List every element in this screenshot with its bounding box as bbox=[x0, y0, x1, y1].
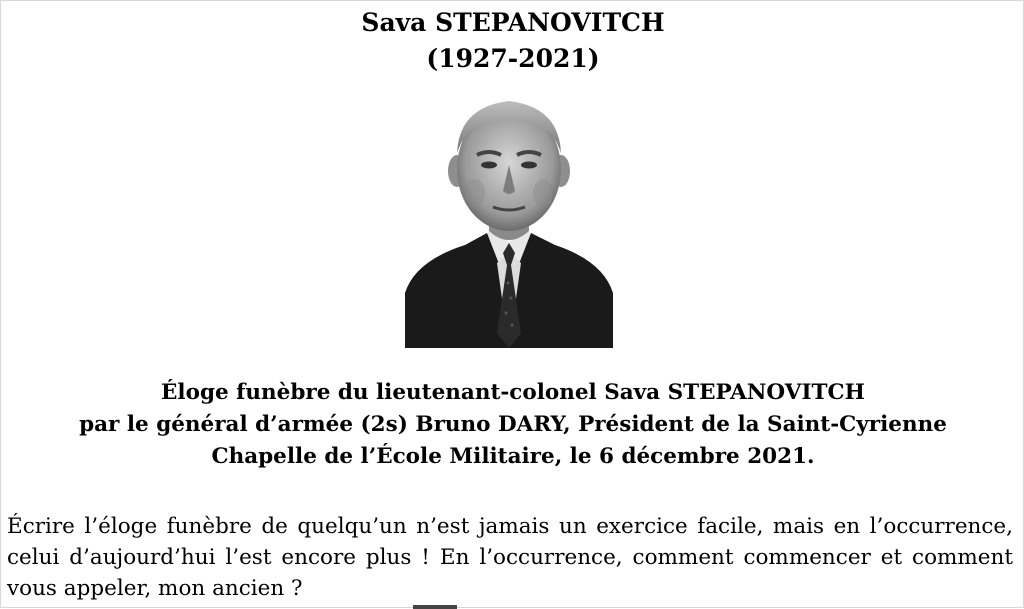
body-text bbox=[7, 511, 1013, 604]
title-name: Sava STEPANOVITCH bbox=[361, 8, 665, 37]
page-title bbox=[1, 5, 1024, 77]
page-edge-mark bbox=[413, 605, 457, 609]
portrait-photo bbox=[405, 93, 613, 348]
eulogy-heading bbox=[1, 377, 1024, 473]
person-photo-icon bbox=[405, 93, 613, 348]
heading-line-3: Chapelle de l’École Militaire, le 6 décembre 2021. bbox=[211, 444, 815, 469]
heading-line-1: Éloge funèbre du lieutenant-colonel Sava STEPANOVITCH bbox=[161, 380, 865, 405]
heading-line-2: par le général d’armée (2s) Bruno DARY, Président de la Saint-Cyrienne bbox=[79, 412, 947, 437]
paragraph: Écrire l’éloge funèbre de quelqu’un n’est jamais un exercice facile, mais en l’occurrence, celui d’aujourd’hui l’est encore plus ! En l’occurrence, comment commencer et comment vous appeler, mon ancien ? bbox=[7, 514, 1013, 601]
title-dates: (1927-2021) bbox=[426, 44, 600, 73]
